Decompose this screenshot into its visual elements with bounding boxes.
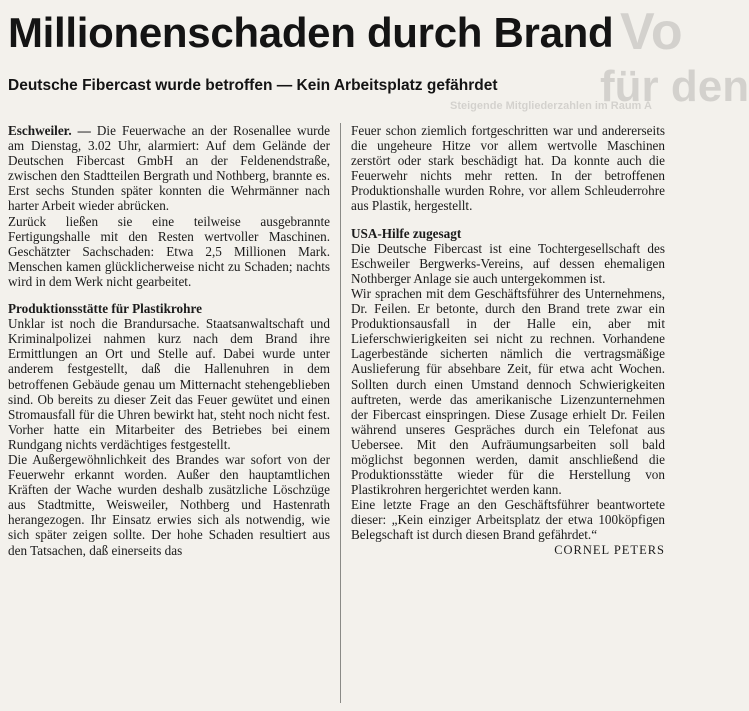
paragraph-3: Unklar ist noch die Brandursache. Staatsanwaltschaft und Kriminalpolizei nahmen kurz nach dem Brand ihre Ermittlungen an Ort und Stelle auf. Dabei wurde unter anderem festgestellt, daß die Hallenuhren in dem betroffenen Gebäude genau um Mitternacht stehengeblieben sind. Ob bereits zu dieser Zeit das Feuer gewütet und einen Stromausfall für die Uhren bewirkt hat, steht noch nicht fest. Vorher hatte ein Mitarbeiter des Betriebes bei einem Rundgang nichts verdächtiges festgestellt. xyxy=(8,316,330,452)
paragraph-8: Eine letzte Frage an den Geschäftsführer beantwortete dieser: „Kein einziger Arbeitsplatz der etwa 100köpfigen Belegschaft ist durch diesen Brand gefährdet.“ xyxy=(351,497,665,543)
paragraph-4: Die Außergewöhnlichkeit des Brandes war sofort von der Feuerwehr erkannt worden. Außer den hauptamtlichen Kräften der Wache wurden deshalb zusätzliche Löschzüge aus Stadtmitte, Weisweiler, Nothberg und Hastenrath herangezogen. Ihr Einsatz erwies sich als notwendig, wie sich später zeigen sollte. Der hohe Schaden resultiert aus den Tatsachen, daß einerseits das xyxy=(8,451,330,558)
article-column-right xyxy=(351,123,665,558)
paragraph-1 xyxy=(8,123,330,214)
bleed-through-title-1: Vo xyxy=(620,3,683,61)
bleed-through-line: Steigende Mitgliederzahlen im Raum A xyxy=(450,100,652,112)
section-heading-1: Produktionsstätte für Plastikrohre xyxy=(8,301,202,317)
section-heading-2: USA-Hilfe zugesagt xyxy=(351,225,462,241)
article-subhead: Deutsche Fibercast wurde betroffen — Kein Arbeitsplatz gefährdet xyxy=(8,77,498,94)
paragraph-1-text: Die Feuerwache an der Rosenallee wurde am Dienstag, 3.02 Uhr, alarmiert: Auf dem Gelände der Deutschen Fibercast GmbH an der Feldenendstraße, zwischen den Stadtteilen Bergrath und Nothberg, brannte es. Erst sechs Stunden später konnten die Wehrmänner nach harter Arbeit wieder abrücken. xyxy=(8,123,330,214)
bleed-through-title-2: für den xyxy=(600,62,749,111)
paragraph-7: Wir sprachen mit dem Geschäftsführer des Unternehmens, Dr. Feilen. Er betonte, durch den Brand trete zwar ein Produktionsausfall in der Halle ein, aber mit Lieferschwierigkeiten sei nicht zu rechnen. Vorhandene Lagerbestände sicherten nämlich die vertragsmäßige Auslieferung für absehbare Zeit, für etwa acht Wochen. Sollten durch einen Umstand dennoch Schwierigkeiten auftreten, werde das amerikanische Lizenzunternehmen der Fibercast einspringen. Diese Zusage erhielt Dr. Feilen während unseres Gespräches durch ein Telefonat aus Uebersee. Mit den Aufräumungsarbeiten soll bald möglichst begonnen werden, damit anschließend die Produktionsstätte wieder für die Herstellung von Plastikrohren hergerichtet werden kann. xyxy=(351,285,665,498)
article-headline: Millionenschaden durch Brand xyxy=(8,9,614,56)
paragraph-5: Feuer schon ziemlich fortgeschritten war und andererseits die ungeheure Hitze vor allem wertvolle Maschinen zerstört oder stark beschädigt hat. Da konnte auch die Feuerwehr nichts mehr retten. In der betroffenen Produktionshalle wurden Rohre, vor allem Schleuderrohre aus Plastik, hergestellt. xyxy=(351,123,665,214)
paragraph-2: Zurück ließen sie eine teilweise ausgebrannte Fertigungshalle mit den Resten wertvoller Maschinen. Geschätzter Sachschaden: Etwa 2,5 Millionen Mark. Menschen kamen glücklicherweise nicht zu Schaden; nachts wird in dem Werk nicht gearbeitet. xyxy=(8,213,330,289)
dateline: Eschweiler. — xyxy=(8,123,91,138)
author-byline: CORNEL PETERS xyxy=(554,542,665,557)
article-column-left xyxy=(8,123,330,558)
paragraph-6: Die Deutsche Fibercast ist eine Tochtergesellschaft des Eschweiler Bergwerks-Vereins, auf dessen ehemaligen Nothberger Anlage sie auch untergekommen ist. xyxy=(351,240,665,286)
column-divider xyxy=(340,123,341,703)
